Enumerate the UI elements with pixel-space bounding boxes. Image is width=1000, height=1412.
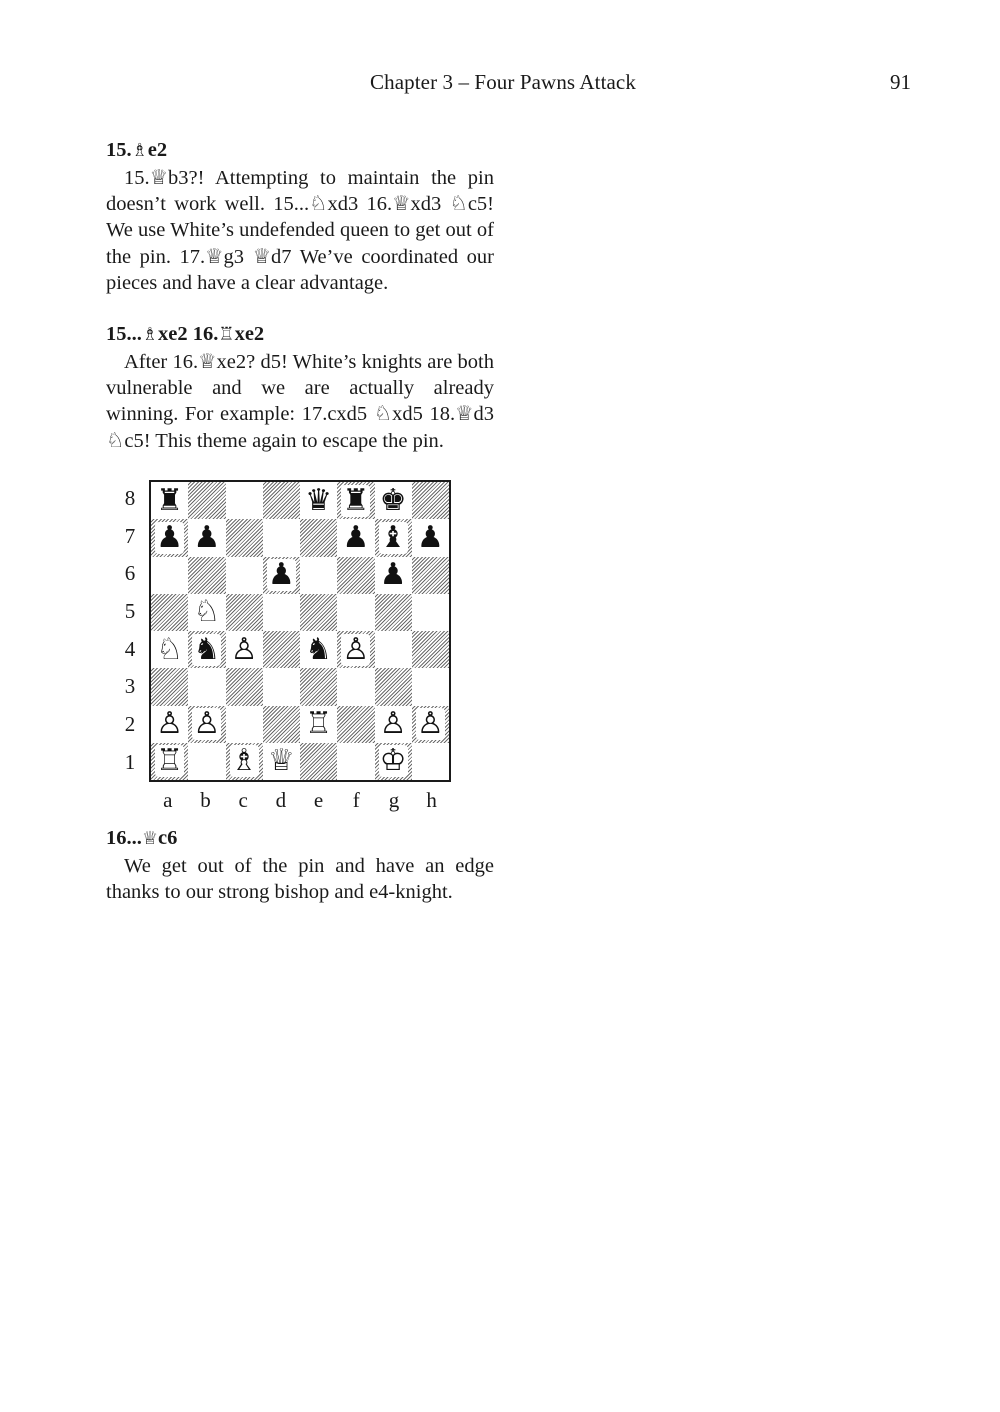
chess-diagram (116, 478, 466, 818)
rank-label: 8 (124, 486, 136, 510)
square-b7 (188, 519, 225, 556)
page-header (0, 70, 1000, 100)
black-queen-icon: ♛ (305, 482, 333, 518)
square-b3 (188, 668, 225, 705)
move-text: xe2 16. (158, 323, 219, 346)
black-knight-icon: ♞ (305, 631, 333, 667)
square-c6 (226, 557, 263, 594)
square-a5 (151, 594, 188, 631)
square-e8 (300, 482, 337, 519)
black-bishop-icon: ♝ (379, 519, 407, 555)
file-label: d (275, 788, 287, 812)
white-pawn-icon: ♙ (193, 706, 221, 742)
black-rook-icon: ♜ (342, 482, 370, 518)
move-number: 15... (106, 323, 142, 346)
square-e1 (300, 743, 337, 780)
white-pawn-icon: ♙ (342, 631, 370, 667)
square-h1 (412, 743, 449, 780)
commentary-paragraph: We get out of the pin and have an edge thanks to our strong bishop and e4-knight. (106, 855, 494, 904)
move-number: 15. (106, 139, 132, 161)
square-h2 (412, 706, 449, 743)
move-square: e2 (147, 139, 168, 161)
square-d1 (263, 743, 300, 780)
square-d4 (263, 631, 300, 668)
file-label: h (426, 788, 437, 812)
square-f2 (337, 706, 374, 743)
square-b8 (188, 482, 225, 519)
square-d8 (263, 482, 300, 519)
square-a4 (151, 631, 188, 668)
square-g8 (375, 482, 412, 519)
square-e4 (300, 631, 337, 668)
square-c8 (226, 482, 263, 519)
square-c2 (226, 706, 263, 743)
black-king-icon: ♚ (379, 482, 407, 518)
square-e5 (300, 594, 337, 631)
square-a7 (151, 519, 188, 556)
square-d7 (263, 519, 300, 556)
square-g4 (375, 631, 412, 668)
file-labels (149, 788, 451, 816)
text-column (106, 136, 494, 454)
square-e2 (300, 706, 337, 743)
section-gap (106, 296, 494, 320)
square-b1 (188, 743, 225, 780)
white-bishop-icon: ♗ (230, 743, 258, 779)
square-a2 (151, 706, 188, 743)
bishop-icon: ♗ (141, 324, 159, 346)
rank-labels (116, 480, 144, 782)
square-f7 (337, 519, 374, 556)
square-d2 (263, 706, 300, 743)
square-e3 (300, 668, 337, 705)
square-c5 (226, 594, 263, 631)
rank-label: 1 (124, 749, 136, 774)
white-pawn-icon: ♙ (416, 706, 444, 742)
move-square: xe2 (234, 323, 265, 346)
square-h6 (412, 557, 449, 594)
square-h3 (412, 668, 449, 705)
square-g2 (375, 706, 412, 743)
bishop-icon: ♗ (131, 140, 148, 161)
rook-icon: ♖ (218, 324, 235, 346)
text-column-lower (106, 824, 494, 905)
chapter-title: Chapter 3 – Four Pawns Attack (370, 70, 636, 94)
square-c1 (226, 743, 263, 780)
chess-board (149, 480, 451, 782)
file-label: b (200, 788, 211, 812)
square-g6 (375, 557, 412, 594)
square-b6 (188, 557, 225, 594)
white-rook-icon: ♖ (156, 743, 184, 779)
square-f4 (337, 631, 374, 668)
square-b2 (188, 706, 225, 743)
page-number: 91 (890, 70, 911, 94)
move-number: 16... (106, 827, 142, 849)
square-g1 (375, 743, 412, 780)
white-knight-icon: ♘ (193, 594, 221, 630)
white-pawn-icon: ♙ (156, 706, 184, 742)
square-a8 (151, 482, 188, 519)
square-c4 (226, 631, 263, 668)
square-f3 (337, 668, 374, 705)
square-c3 (226, 668, 263, 705)
black-pawn-icon: ♟ (156, 519, 184, 555)
square-f1 (337, 743, 374, 780)
square-d5 (263, 594, 300, 631)
rank-label: 3 (124, 674, 136, 699)
square-h4 (412, 631, 449, 668)
white-queen-icon: ♕ (267, 743, 295, 779)
black-pawn-icon: ♟ (342, 519, 370, 555)
commentary-paragraph: After 16.♕xe2? d5! White’s knights are both vulnerable and we are actually already winning. For example: 17.cxd5 ♘xd5 18.♕d3 ♘c5! This theme again to escape the pin. (106, 351, 494, 452)
square-g5 (375, 594, 412, 631)
white-pawn-icon: ♙ (379, 706, 407, 742)
black-rook-icon: ♜ (156, 482, 184, 518)
rank-label: 7 (124, 523, 136, 548)
white-pawn-icon: ♙ (230, 631, 258, 667)
square-g3 (375, 668, 412, 705)
file-label: a (163, 788, 173, 812)
file-label: f (352, 788, 360, 812)
square-h8 (412, 482, 449, 519)
file-label: c (238, 788, 248, 812)
white-rook-icon: ♖ (305, 706, 333, 742)
square-h7 (412, 519, 449, 556)
square-h5 (412, 594, 449, 631)
move-heading-16-qc6 (106, 824, 494, 853)
square-d3 (263, 668, 300, 705)
rank-label: 4 (124, 636, 136, 661)
black-pawn-icon: ♟ (267, 557, 295, 593)
black-knight-icon: ♞ (193, 631, 221, 667)
square-e7 (300, 519, 337, 556)
black-pawn-icon: ♟ (416, 519, 444, 555)
move-square: c6 (158, 827, 178, 849)
square-c7 (226, 519, 263, 556)
queen-icon: ♕ (141, 828, 159, 849)
rank-label: 5 (124, 599, 136, 624)
square-f5 (337, 594, 374, 631)
rank-label: 6 (124, 561, 136, 586)
rank-label: 2 (124, 712, 136, 737)
move-heading-15-bxe2 (106, 320, 494, 349)
square-e6 (300, 557, 337, 594)
square-a1 (151, 743, 188, 780)
white-king-icon: ♔ (379, 743, 407, 779)
square-b5 (188, 594, 225, 631)
move-heading-15-be2 (106, 136, 494, 165)
square-f8 (337, 482, 374, 519)
square-a6 (151, 557, 188, 594)
white-knight-icon: ♘ (156, 631, 184, 667)
square-a3 (151, 668, 188, 705)
black-pawn-icon: ♟ (379, 557, 407, 593)
square-g7 (375, 519, 412, 556)
commentary-paragraph: 15.♕b3?! Attempting to maintain the pin doesn’t work well. 15...♘xd3 16.♕xd3 ♘c5! We use White’s undefended queen to get out of the pin. 17.♕g3 ♕d7 We’ve coordinated our pieces and have a clear advantage. (106, 167, 494, 294)
black-pawn-icon: ♟ (193, 519, 221, 555)
file-label: g (388, 788, 400, 812)
file-label: e (313, 788, 324, 812)
square-f6 (337, 557, 374, 594)
square-d6 (263, 557, 300, 594)
square-b4 (188, 631, 225, 668)
